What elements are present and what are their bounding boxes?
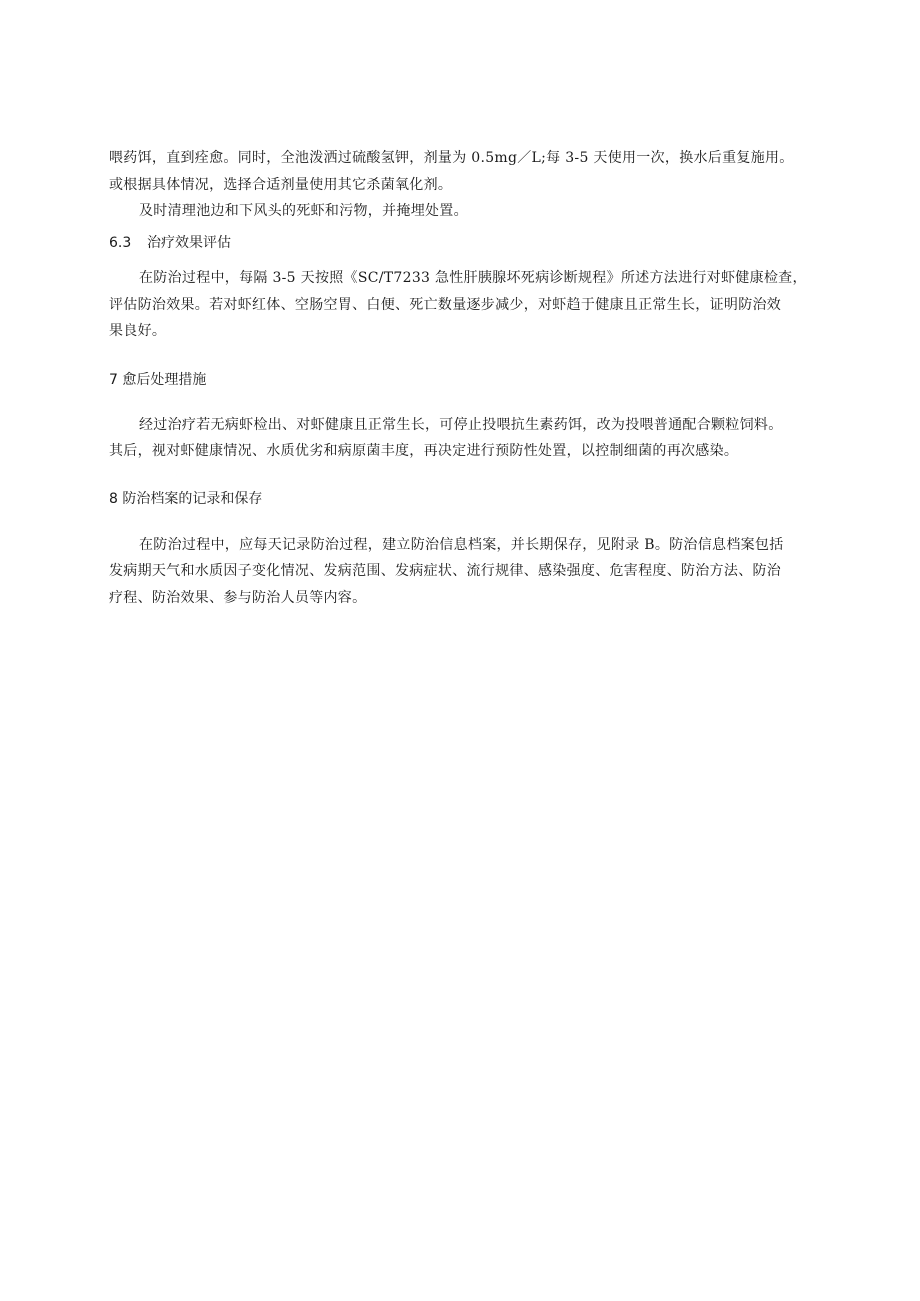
section-heading-8: 8 防治档案的记录和保存 [109,491,263,507]
paragraph-line: 喂药饵，直到痊愈。同时，全池泼洒过硫酸氢钾，剂量为 0.5mg／L;每 3-5 天使用一次，换水后重复施用。 [109,150,794,166]
paragraph-line: 疗程、防治效果、参与防治人员等内容。 [109,590,367,606]
paragraph-line: 在防治过程中，每隔 3-5 天按照《SC/T7233 急性肝胰腺坏死病诊断规程》所述方法进行对虾健康检查， [139,270,807,286]
paragraph-line: 在防治过程中，应每天记录防治过程，建立防治信息档案，并长期保存，见附录 B。防治信息档案包括 [139,537,784,553]
paragraph-cleanup: 及时清理池边和下风头的死虾和污物，并掩埋处置。 [139,203,468,219]
section-heading-7: 7 愈后处理措施 [109,372,207,388]
paragraph-line: 或根据具体情况，选择合适剂量使用其它杀菌氧化剂。 [109,177,453,193]
paragraph-line: 果良好。 [109,323,167,339]
paragraph-line: 经过治疗若无病虾检出、对虾健康且正常生长，可停止投喂抗生素药饵，改为投喂普通配合颗粒饲料。 [139,417,783,433]
paragraph-line: 其后，视对虾健康情况、水质优劣和病原菌丰度，再决定进行预防性处置，以控制细菌的再次感染。 [109,443,739,459]
paragraph-line: 评估防治效果。若对虾红体、空肠空胃、白便、死亡数量逐步减少，对虾趋于健康且正常生长，证明防治效 [109,297,782,313]
paragraph-line: 发病期天气和水质因子变化情况、发病范围、发病症状、流行规律、感染强度、危害程度、防治方法、防治 [109,563,782,579]
section-number: 6.3 [109,235,132,251]
section-title: 治疗效果评估 [147,235,231,251]
section-heading-6-3 [109,233,231,253]
